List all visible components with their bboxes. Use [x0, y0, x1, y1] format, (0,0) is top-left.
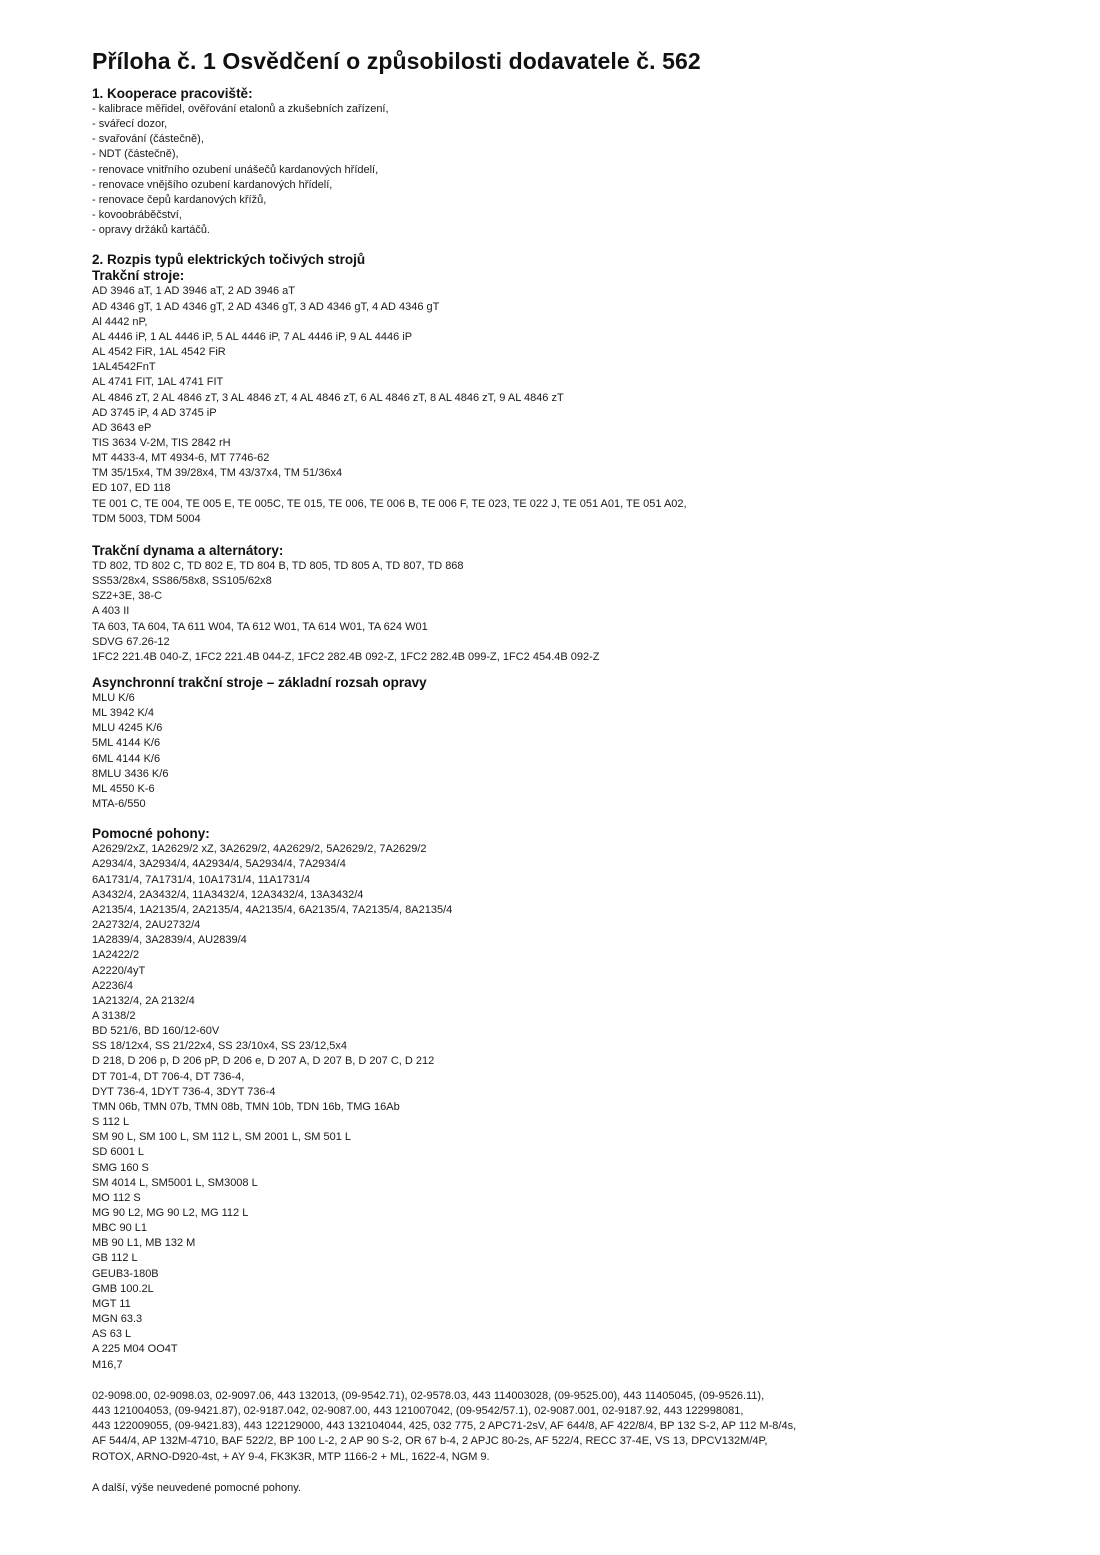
type-line: BD 521/6, BD 160/12-60V — [92, 1025, 220, 1038]
type-line: SDVG 67.26-12 — [92, 635, 170, 648]
paragraph-line: ROTOX, ARNO-D920-4st, + AY 9-4, FK3K3R, MTP 1166-2 + ML, 1622-4, NGM 9. — [92, 1450, 490, 1463]
type-line: SMG 160 S — [92, 1161, 149, 1174]
type-line: A3432/4, 2A3432/4, 11A3432/4, 12A3432/4, 13A3432/4 — [92, 888, 364, 901]
type-line: TA 603, TA 604, TA 611 W04, TA 612 W01, TA 614 W01, TA 624 W01 — [92, 620, 428, 633]
type-line: TE 001 C, TE 004, TE 005 E, TE 005C, TE 015, TE 006, TE 006 B, TE 006 F, TE 023, TE 022 J, TE 051 A01, TE 051 A02, — [92, 497, 687, 510]
type-line: AD 3745 iP, 4 AD 3745 iP — [92, 406, 217, 419]
list-item: - opravy držáků kartáčů. — [92, 224, 210, 237]
paragraph-line: 02-9098.00, 02-9098.03, 02-9097.06, 443 132013, (09-9542.71), 02-9578.03, 443 114003028, (09-9525.00), 443 11405045, (09-9526.11), — [92, 1389, 765, 1402]
type-line: 5ML 4144 K/6 — [92, 737, 161, 750]
type-line: A2934/4, 3A2934/4, 4A2934/4, 5A2934/4, 7A2934/4 — [92, 858, 346, 871]
paragraph-line: AF 544/4, AP 132M-4710, BAF 522/2, BP 100 L-2, 2 AP 90 S-2, OR 67 b-4, 2 APJC 80-2s, AF 522/4, RECC 37-4E, VS 13, DPCV132M/4P, — [92, 1435, 768, 1448]
document-title: Příloha č. 1 Osvědčení o způsobilosti dodavatele č. 562 — [92, 48, 701, 74]
type-line: M16,7 — [92, 1358, 123, 1371]
document-page — [92, 46, 1052, 1496]
type-line: AD 4346 gT, 1 AD 4346 gT, 2 AD 4346 gT, 3 AD 4346 gT, 4 AD 4346 gT — [92, 300, 440, 313]
type-line: AD 3643 eP — [92, 421, 152, 434]
type-line: DT 701-4, DT 706-4, DT 736-4, — [92, 1070, 245, 1083]
type-line: GEUB3-180B — [92, 1267, 159, 1280]
subsection-trakcni-stroje — [92, 268, 1052, 527]
subsection-asynchronni — [92, 675, 1052, 812]
type-line: AL 4542 FiR, 1AL 4542 FiR — [92, 346, 226, 359]
type-line: MG 90 L2, MG 90 L2, MG 112 L — [92, 1207, 249, 1219]
type-line: TM 35/15x4, TM 39/28x4, TM 43/37x4, TM 51/36x4 — [92, 467, 343, 480]
type-line: SS 18/12x4, SS 21/22x4, SS 23/10x4, SS 23/12,5x4 — [92, 1040, 348, 1053]
type-line: A 225 M04 OO4T — [92, 1343, 178, 1356]
type-line: TMN 06b, TMN 07b, TMN 08b, TMN 10b, TDN 16b, TMG 16Ab — [92, 1100, 400, 1113]
section-kooperace — [92, 86, 1052, 238]
type-line: A2135/4, 1A2135/4, 2A2135/4, 4A2135/4, 6A2135/4, 7A2135/4, 8A2135/4 — [92, 903, 453, 916]
subsection-trakcni-dynama — [92, 543, 1052, 665]
section-heading-rozpis: 2. Rozpis typů elektrických točivých strojů — [92, 252, 366, 268]
type-line: MGN 63.3 — [92, 1313, 143, 1326]
list-item: - svářecí dozor, — [92, 118, 168, 131]
list-item: - renovace vnějšího ozubení kardanových hřídelí, — [92, 178, 333, 191]
type-line: 1A2132/4, 2A 2132/4 — [92, 994, 195, 1007]
type-line: TIS 3634 V-2M, TIS 2842 rH — [92, 436, 231, 449]
section-heading-kooperace: 1. Kooperace pracoviště: — [92, 86, 253, 101]
paragraph-line: 443 122009055, (09-9421.83), 443 122129000, 443 132104044, 425, 032 775, 2 APC71-2sV, AF 644/8, AF 422/8/4, BP 132 S-2, AP 112 M-8/4s, — [92, 1420, 797, 1433]
type-line: 1FC2 221.4B 040-Z, 1FC2 221.4B 044-Z, 1FC2 282.4B 092-Z, 1FC2 282.4B 099-Z, 1FC2 454.4B 092-Z — [92, 650, 600, 663]
subsection-heading-asynchronni: Asynchronní trakční stroje – základní rozsah opravy — [92, 675, 427, 690]
type-line: MT 4433-4, MT 4934-6, MT 7746-62 — [92, 452, 270, 465]
type-line: DYT 736-4, 1DYT 736-4, 3DYT 736-4 — [92, 1085, 276, 1098]
type-line: 1A2422/2 — [92, 949, 140, 962]
type-line: A2236/4 — [92, 979, 133, 992]
type-line: MLU 4245 K/6 — [92, 722, 163, 735]
type-line: 6A1731/4, 7A1731/4, 10A1731/4, 11A1731/4 — [92, 873, 311, 886]
type-line: MLU K/6 — [92, 692, 135, 704]
type-line: A 3138/2 — [92, 1009, 136, 1022]
type-line: ML 3942 K/4 — [92, 707, 154, 720]
type-line: A 403 II — [92, 605, 130, 618]
list-item: - svařování (částečně), — [92, 133, 204, 146]
list-item: - kovoobráběčství, — [92, 209, 182, 222]
type-line: MB 90 L1, MB 132 M — [92, 1237, 196, 1250]
list-item: - renovace vnitřního ozubení unášečů kardanových hřídelí, — [92, 163, 379, 176]
list-item: - NDT (částečně), — [92, 148, 179, 161]
type-line: AL 4446 iP, 1 AL 4446 iP, 5 AL 4446 iP, 7 AL 4446 iP, 9 AL 4446 iP — [92, 330, 413, 343]
subsection-heading-trakcni-dynama: Trakční dynama a alternátory: — [92, 542, 284, 558]
type-line: MO 112 S — [92, 1191, 141, 1204]
footer-note: A další, výše neuvedené pomocné pohony. — [92, 1481, 301, 1494]
type-line: 6ML 4144 K/6 — [92, 752, 161, 765]
type-line: SD 6001 L — [92, 1146, 144, 1159]
type-line: D 218, D 206 p, D 206 pP, D 206 e, D 207 A, D 207 B, D 207 C, D 212 — [92, 1055, 435, 1068]
type-line: AL 4741 FIT, 1AL 4741 FIT — [92, 376, 224, 389]
type-line: GMB 100.2L — [92, 1282, 154, 1295]
type-line: ED 107, ED 118 — [92, 482, 171, 495]
type-line: MBC 90 L1 — [92, 1222, 148, 1235]
type-line: 1AL4542FnT — [92, 361, 156, 374]
type-line: 1A2839/4, 3A2839/4, AU2839/4 — [92, 934, 247, 947]
type-line: SM 90 L, SM 100 L, SM 112 L, SM 2001 L, SM 501 L — [92, 1131, 352, 1144]
type-line: A2220/4yT — [92, 964, 146, 977]
type-line: MGT 11 — [92, 1297, 131, 1310]
type-line: SS53/28x4, SS86/58x8, SS105/62x8 — [92, 575, 272, 588]
type-line: AD 3946 aT, 1 AD 3946 aT, 2 AD 3946 aT — [92, 285, 296, 298]
subsection-pomocne-pohony — [92, 826, 1052, 1496]
section-rozpis — [92, 252, 1052, 1495]
list-item: - kalibrace měřidel, ověřování etalonů a zkušebních zařízení, — [92, 103, 389, 115]
kooperace-list — [92, 102, 1052, 238]
type-line: MTA-6/550 — [92, 798, 146, 811]
type-line: A2629/2xZ, 1A2629/2 xZ, 3A2629/2, 4A2629/2, 5A2629/2, 7A2629/2 — [92, 843, 427, 856]
type-line: GB 112 L — [92, 1252, 138, 1265]
type-line: AS 63 L — [92, 1328, 132, 1341]
type-line: ML 4550 K-6 — [92, 782, 155, 795]
type-line: SM 4014 L, SM5001 L, SM3008 L — [92, 1176, 258, 1189]
subsection-heading-trakcni-stroje: Trakční stroje: — [92, 268, 185, 284]
type-line: Al 4442 nP, — [92, 315, 148, 328]
list-item: - renovace čepů kardanových křížů, — [92, 193, 267, 206]
type-line: TD 802, TD 802 C, TD 802 E, TD 804 B, TD 805, TD 805 A, TD 807, TD 868 — [92, 559, 464, 572]
type-line: 2A2732/4, 2AU2732/4 — [92, 919, 201, 932]
type-line: SZ2+3E, 38-C — [92, 590, 163, 603]
part-numbers-paragraph — [92, 1389, 1052, 1465]
type-line: TDM 5003, TDM 5004 — [92, 512, 201, 525]
type-line: S 112 L — [92, 1116, 130, 1129]
type-line: AL 4846 zT, 2 AL 4846 zT, 3 AL 4846 zT, 4 AL 4846 zT, 6 AL 4846 zT, 8 AL 4846 zT, 9 AL 4846 zT — [92, 391, 564, 404]
subsection-heading-pomocne-pohony: Pomocné pohony: — [92, 826, 210, 842]
type-line: 8MLU 3436 K/6 — [92, 767, 169, 780]
paragraph-line: 443 121004053, (09-9421.87), 02-9187.042, 02-9087.00, 443 121007042, (09-9542/57.1), 02-9087.001, 02-9187.92, 443 122998081, — [92, 1404, 744, 1417]
